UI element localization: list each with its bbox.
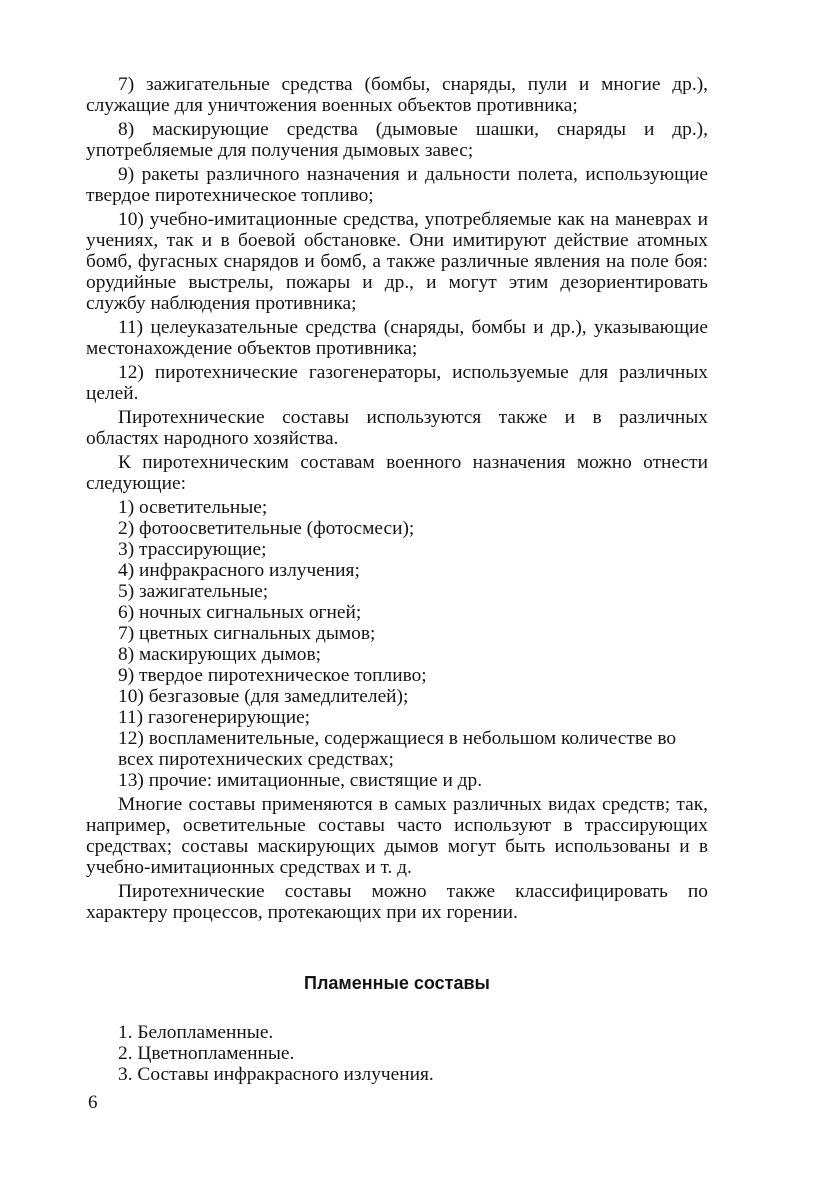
list-item: 7) цветных сигнальных дымов; (118, 623, 376, 644)
list-item: 9) твердое пиротехническое топливо; (118, 665, 427, 686)
list-item: 8) маскирующих дымов; (118, 644, 322, 665)
compositions-list (118, 497, 708, 791)
page-number: 6 (88, 1092, 98, 1113)
list-item: 12) воспламенительные, содержащиеся в небольшом количестве во всех пиротехнических средствах; (118, 728, 677, 770)
list-item: 3. Составы инфракрасного излучения. (118, 1064, 434, 1085)
paragraph: Многие составы применяются в самых различных видах средств; так, например, осветительные составы часто используют в трассирующих средствах; составы маскирующих дымов могут быть использованы и в учебно-имитационных средствах и т. д. (86, 794, 708, 878)
paragraph: 11) целеуказательные средства (снаряды, бомбы и др.), указывающие местонахождение объектов противника; (86, 317, 708, 359)
list-item: 3) трассирующие; (118, 539, 267, 560)
list-item: 6) ночных сигнальных огней; (118, 602, 362, 623)
list-item: 5) зажигательные; (118, 581, 269, 602)
list-item: 1. Белопламенные. (118, 1022, 274, 1043)
list-item: 4) инфракрасного излучения; (118, 560, 360, 581)
list-item: 2) фотоосветительные (фотосмеси); (118, 518, 415, 539)
paragraph: 8) маскирующие средства (дымовые шашки, снаряды и др.), употребляемые для получения дымовых завес; (86, 119, 708, 161)
paragraph: 10) учебно-имитационные средства, употребляемые как на маневрах и учениях, так и в боевой обстановке. Они имитируют действие атомных бомб, фугасных снарядов и бомб, а также различные явления на поле боя: орудийные выстрелы, пожары и др., и могут этим дезориентировать службу наблюдения противника; (86, 209, 708, 314)
paragraph: Пиротехнические составы можно также классифицировать по характеру процессов, протекающих при их горении. (86, 881, 708, 923)
section-heading: Пламенные составы (304, 973, 490, 993)
list-item: 11) газогенерирующие; (118, 707, 311, 728)
page-body (86, 74, 708, 1085)
paragraph: К пиротехническим составам военного назначения можно отнести следующие: (86, 452, 708, 494)
paragraph: Пиротехнические составы используются также и в различных областях народного хозяйства. (86, 407, 708, 449)
list-item: 13) прочие: имитационные, свистящие и др. (118, 770, 483, 791)
paragraph: 12) пиротехнические газогенераторы, используемые для различных целей. (86, 362, 708, 404)
paragraph: 9) ракеты различного назначения и дальности полета, использующие твердое пиротехническое топливо; (86, 164, 708, 206)
paragraph: 7) зажигательные средства (бомбы, снаряды, пули и многие др.), служащие для уничтожения военных объектов противника; (86, 74, 708, 116)
list-item: 2. Цветнопламенные. (118, 1043, 295, 1064)
list-item: 1) осветительные; (118, 497, 268, 518)
list-item: 10) безгазовые (для замедлителей); (118, 686, 409, 707)
flame-list (118, 1022, 708, 1085)
